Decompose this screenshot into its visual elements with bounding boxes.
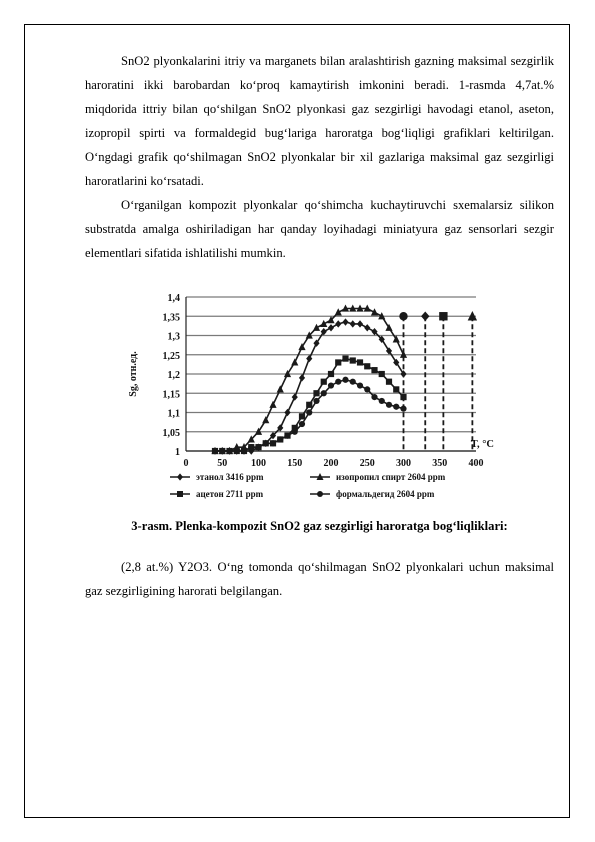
series-4-point bbox=[284, 433, 290, 439]
series-4-point bbox=[313, 398, 319, 404]
legend-label-1: этанол 3416 ppm bbox=[196, 472, 264, 482]
series-4-point bbox=[328, 382, 334, 388]
y-tick-label: 1,25 bbox=[162, 350, 180, 362]
x-tick-label: 400 bbox=[468, 458, 484, 469]
series-1-point bbox=[284, 409, 290, 416]
x-axis-label: T, °C bbox=[470, 439, 494, 450]
series-1-point bbox=[306, 355, 312, 362]
y-tick-label: 1,4 bbox=[167, 293, 180, 304]
paragraph-application: O‘rganilgan kompozit plyonkalar qo‘shimcha kuchaytiruvchi sxemalarsiz silikon substratda amalga oshiriladigan har qanday loyihadagi miniatyura gaz sensorlari sezgir elementlari sifatida ishlatilishi mumkin. bbox=[85, 198, 554, 260]
series-2-point bbox=[386, 379, 392, 385]
y-tick-label: 1,05 bbox=[162, 427, 180, 439]
series-4-point bbox=[386, 402, 392, 408]
series-1-point bbox=[299, 374, 305, 381]
vertical-marker-2-cap bbox=[421, 311, 429, 321]
series-3-point bbox=[269, 401, 276, 408]
series-4-point bbox=[212, 448, 218, 454]
series-2-point bbox=[299, 413, 305, 419]
x-tick-label: 100 bbox=[251, 458, 266, 469]
series-3-point bbox=[277, 385, 284, 392]
series-4-point bbox=[342, 377, 348, 383]
chart-svg bbox=[118, 285, 498, 510]
series-1-point bbox=[364, 324, 370, 331]
series-4-point bbox=[306, 409, 312, 415]
legend-label-4: формальдегид 2604 ppm bbox=[336, 489, 435, 499]
vertical-marker-1-cap bbox=[399, 312, 407, 320]
legend-marker-1 bbox=[177, 473, 183, 480]
y-tick-label: 1,2 bbox=[167, 370, 180, 381]
y-axis-label: Sg, отн.ед. bbox=[128, 351, 139, 397]
y-tick-label: 1,1 bbox=[167, 408, 180, 420]
y-tick-label: 1,15 bbox=[162, 389, 180, 401]
x-tick-label: 200 bbox=[323, 458, 339, 469]
series-4-point bbox=[234, 448, 240, 454]
series-4-point bbox=[321, 390, 327, 396]
vertical-marker-3-cap bbox=[439, 312, 447, 320]
x-tick-label: 350 bbox=[432, 458, 448, 469]
series-2-point bbox=[350, 357, 356, 363]
series-4-point bbox=[335, 379, 341, 385]
series-4-point bbox=[270, 440, 276, 446]
series-3-point bbox=[291, 358, 298, 365]
series-1-point bbox=[328, 324, 334, 331]
series-4-point bbox=[379, 398, 385, 404]
series-4-point bbox=[226, 448, 232, 454]
y-tick-label: 1,3 bbox=[167, 331, 180, 343]
series-4-point bbox=[364, 386, 370, 392]
x-tick-label: 0 bbox=[183, 458, 189, 469]
y-tick-label: 1,35 bbox=[162, 312, 180, 324]
series-2-point bbox=[313, 390, 319, 396]
sensitivity-chart bbox=[118, 285, 498, 510]
series-2-point bbox=[328, 371, 334, 377]
x-tick-label: 50 bbox=[217, 458, 228, 469]
paragraph-note: (2,8 at.%) Y2O3. O‘ng tomonda qo‘shilmagan SnO2 plyonkalari uchun maksimal gaz sezgirligining harorati belgilangan. bbox=[85, 560, 554, 598]
legend-label-3: изопропил спирт 2604 ppm bbox=[336, 472, 446, 482]
series-2-point bbox=[321, 379, 327, 385]
paragraph-intro: SnO2 plyonkalarini itriy va marganets bilan aralashtirish gazning maksimal sezgirlik haroratini ikki barobardan ko‘proq kamaytirish imkonini beradi. 1-rasmda 4,7at.% miqdorida ittriy bilan qo‘shilgan SnO2 plyonkasi gaz sezgirligi havodagi etanol, aseton, izopropil spirti va formaldegid bug‘lariga haroratga bog‘liqligi grafiklari keltirilgan. O‘ngdagi grafik qo‘shilmagan SnO2 plyonkalar bir xil gazlariga maksimal gaz sezgirligi haroratlarini ko‘rsatadi. bbox=[85, 54, 554, 188]
series-2-point bbox=[306, 402, 312, 408]
x-tick-label: 150 bbox=[287, 458, 303, 469]
series-1-point bbox=[350, 320, 356, 327]
series-4-point bbox=[292, 429, 298, 435]
series-4-point bbox=[299, 421, 305, 427]
legend-marker-4 bbox=[317, 491, 323, 497]
series-4-point bbox=[241, 448, 247, 454]
series-4-point bbox=[350, 379, 356, 385]
series-4-point bbox=[277, 436, 283, 442]
series-4-point bbox=[255, 444, 261, 450]
series-2-point bbox=[379, 371, 385, 377]
series-4-point bbox=[393, 404, 399, 410]
x-tick-label: 250 bbox=[359, 458, 375, 469]
x-tick-label: 300 bbox=[396, 458, 411, 469]
series-2-point bbox=[371, 367, 377, 373]
series-2-point bbox=[357, 359, 363, 365]
series-2-point bbox=[364, 363, 370, 369]
y-tick-label: 1 bbox=[175, 447, 180, 458]
legend-label-2: ацетон 2711 ppm bbox=[196, 489, 264, 499]
figure-caption: 3-rasm. Plenka-kompozit SnO2 gaz sezgirligi haroratga bog‘liqliklari: bbox=[131, 519, 508, 533]
series-1-point bbox=[292, 393, 298, 400]
series-4-point bbox=[263, 440, 269, 446]
series-4-point bbox=[357, 382, 363, 388]
series-2-point bbox=[335, 359, 341, 365]
series-4-point bbox=[371, 394, 377, 400]
series-4-point bbox=[219, 448, 225, 454]
series-1-point bbox=[342, 318, 348, 325]
series-4-point bbox=[248, 444, 254, 450]
series-2-point bbox=[393, 386, 399, 392]
series-2-point bbox=[342, 356, 348, 362]
legend-marker-2 bbox=[177, 491, 183, 497]
series-1-point bbox=[357, 320, 363, 327]
series-3-point bbox=[262, 416, 269, 423]
series-1-point bbox=[335, 320, 341, 327]
